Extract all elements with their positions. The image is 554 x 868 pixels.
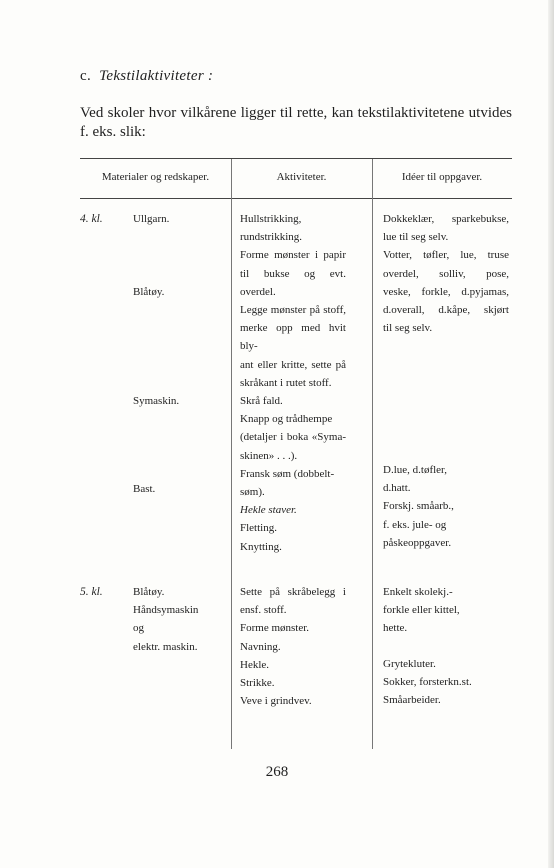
activity-line: Skrå fald. bbox=[240, 395, 283, 408]
activity-line: (detaljer i boka «Syma- bbox=[240, 431, 346, 444]
activity-line: til bukse og evt. overdel. bbox=[240, 267, 346, 298]
activity-line: ant eller kritte, sette på bbox=[240, 358, 346, 371]
page-number: 268 bbox=[265, 764, 289, 780]
section-label: c. bbox=[80, 68, 92, 84]
idea-line: Forskj. småarb., bbox=[383, 500, 454, 513]
grade-4-ideas-block-2 bbox=[383, 461, 454, 552]
activity-line: Strikke. bbox=[240, 677, 275, 690]
activity-line: Knapp og trådhempe bbox=[240, 413, 333, 426]
activity-line: Legge mønster på stoff, bbox=[240, 304, 346, 317]
activity-line: Hekle. bbox=[240, 658, 270, 671]
activity-line: Veve i grindvev. bbox=[240, 695, 312, 708]
column-divider-1 bbox=[231, 159, 232, 749]
activity-line: merke opp med hvit bly- bbox=[240, 322, 346, 353]
intro-paragraph: Ved skoler hvor vilkårene ligger til rette, kan tekstilaktivitetene utvides f. eks. slik: bbox=[80, 105, 512, 140]
idea-line: Votter, tøfler, lue, truse bbox=[383, 249, 509, 262]
activity-line: Navning. bbox=[240, 640, 281, 653]
page-edge-shadow bbox=[548, 0, 554, 868]
header-ideas: Idéer til oppgaver. bbox=[401, 171, 483, 183]
idea-line: veske, forkle, d.pyjamas, bbox=[383, 285, 509, 298]
column-divider-2 bbox=[372, 159, 373, 749]
idea-line: Enkelt skolekj.- bbox=[383, 586, 453, 598]
grade-4-material-3: Symaskin. bbox=[133, 395, 180, 407]
idea-line: Grytekluter. bbox=[383, 658, 436, 670]
grade-4-material-1: Ullgarn. bbox=[133, 213, 170, 225]
activity-line: Forme mønster i papir bbox=[240, 249, 346, 262]
table-header-rule bbox=[80, 198, 512, 199]
idea-line: Småarbeider. bbox=[383, 694, 441, 707]
idea-line: til seg selv. bbox=[383, 322, 433, 335]
grade-4-material-2: Blåtøy. bbox=[133, 286, 165, 298]
activity-line: Fransk søm (dobbelt- bbox=[240, 467, 335, 480]
idea-line: D.lue, d.tøfler, bbox=[383, 464, 448, 476]
idea-line: forkle eller kittel, bbox=[383, 604, 460, 617]
activity-line: ensf. stoff. bbox=[240, 604, 287, 617]
grade-5-activities bbox=[240, 583, 346, 710]
material-line: Blåtøy. bbox=[133, 586, 165, 598]
idea-line: lue til seg selv. bbox=[383, 231, 449, 244]
grade-5-label: 5. kl. bbox=[80, 586, 103, 598]
grade-4-ideas-block-1 bbox=[383, 210, 509, 337]
activity-line: søm). bbox=[240, 486, 265, 499]
grade-4-label: 4. kl. bbox=[80, 213, 103, 225]
activity-line: Hullstrikking, bbox=[240, 213, 302, 225]
activity-line: skråkant i rutet stoff. bbox=[240, 376, 332, 389]
grade-4-material-4: Bast. bbox=[133, 483, 156, 495]
material-line: elektr. maskin. bbox=[133, 640, 198, 653]
idea-line: hette. bbox=[383, 622, 408, 635]
header-materials: Materialer og redskaper. bbox=[101, 171, 210, 183]
section-title: Tekstilaktiviteter : bbox=[99, 68, 214, 84]
activity-line: Sette på skråbelegg i bbox=[240, 586, 346, 598]
activity-line: Hekle staver. bbox=[240, 504, 297, 517]
idea-line: overdel, solliv, pose, bbox=[383, 267, 509, 280]
grade-5-ideas-block-1 bbox=[383, 583, 460, 638]
idea-line: d.overall, d.kåpe, skjørt bbox=[383, 304, 509, 317]
idea-line: Dokkeklær, sparkebukse, bbox=[383, 213, 509, 225]
idea-line: påskeoppgaver. bbox=[383, 536, 452, 549]
idea-line: d.hatt. bbox=[383, 482, 411, 495]
material-line: og bbox=[133, 622, 144, 635]
activity-line: skinen» . . .). bbox=[240, 449, 298, 462]
activity-line: Fletting. bbox=[240, 522, 277, 535]
activity-line: Forme mønster. bbox=[240, 622, 310, 635]
grade-5-ideas-block-2 bbox=[383, 655, 472, 710]
grade-4-activities bbox=[240, 210, 346, 556]
activity-line: rundstrikking. bbox=[240, 231, 303, 244]
idea-line: Sokker, forsterkn.st. bbox=[383, 676, 472, 689]
material-line: Håndsymaskin bbox=[133, 604, 199, 617]
header-activities: Aktiviteter. bbox=[276, 171, 327, 183]
activity-line: Knytting. bbox=[240, 540, 282, 553]
table-top-rule bbox=[80, 158, 512, 159]
grade-5-materials bbox=[133, 583, 198, 656]
idea-line: f. eks. jule- og bbox=[383, 518, 447, 531]
section-heading bbox=[80, 68, 213, 85]
